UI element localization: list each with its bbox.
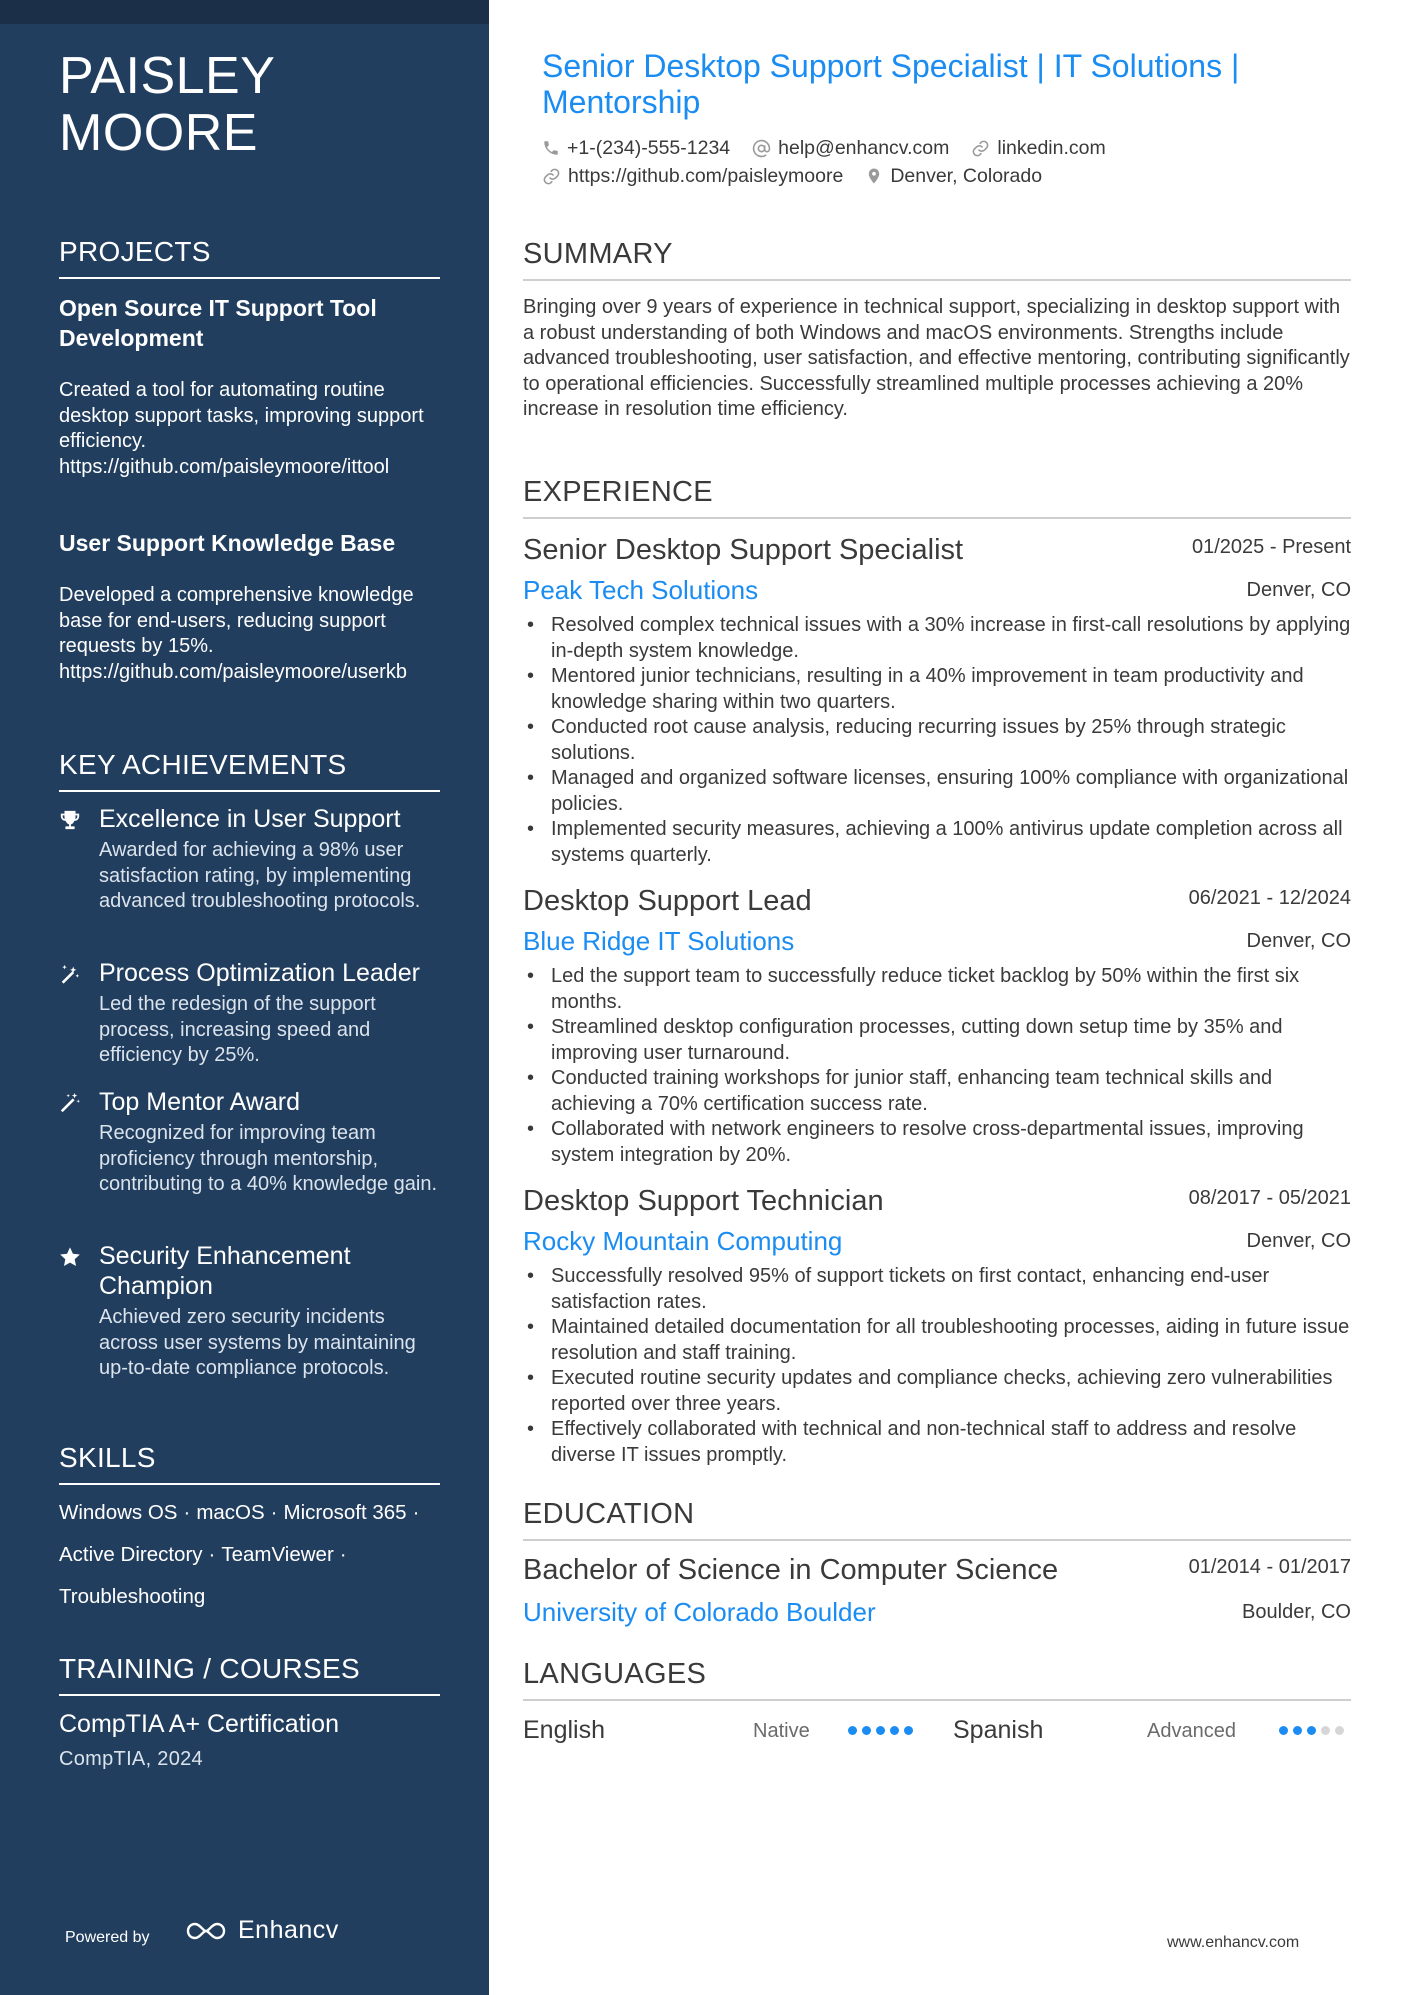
enhancv-brand-name: Enhancv — [238, 1916, 339, 1944]
language-rating — [1279, 1726, 1344, 1735]
achievement-title: Excellence in User Support — [99, 805, 401, 833]
location-text: Denver, Colorado — [890, 165, 1043, 187]
achievement-item — [59, 1241, 440, 1382]
project-link[interactable]: https://github.com/paisleymoore/userkb — [59, 660, 407, 683]
job-location: Denver, CO — [1246, 1230, 1351, 1252]
rating-dot-filled — [1279, 1726, 1288, 1735]
achievement-description: Led the redesign of the support process, increasing speed and efficiency by 25%. — [99, 993, 376, 1066]
project-summary: Developed a comprehensive knowledge base for end-users, reducing support requests by 15%. — [59, 584, 414, 657]
rating-dot-empty — [1321, 1726, 1330, 1735]
skill-tag: Active Directory — [59, 1543, 203, 1566]
powered-by-label: Powered by — [65, 1929, 150, 1946]
skill-tag: Microsoft 365 — [283, 1501, 407, 1524]
experience-heading: EXPERIENCE — [523, 475, 1351, 519]
skill-separator: · — [183, 1501, 191, 1524]
achievement-title: Top Mentor Award — [99, 1088, 301, 1116]
skill-separator: · — [270, 1501, 278, 1524]
star-icon — [59, 1246, 81, 1268]
key-achievements-heading: KEY ACHIEVEMENTS — [59, 748, 440, 792]
contact-info — [542, 134, 1322, 190]
list-item: • Executed routine security updates and compliance checks, achieving zero vulnerabilities reported over three years. — [523, 1366, 1351, 1417]
job-title: Senior Desktop Support Specialist — [523, 534, 964, 566]
sidebar-top-bar — [0, 0, 489, 24]
rating-dot-filled — [876, 1726, 885, 1735]
skill-separator: · — [412, 1501, 420, 1524]
language-name: Spanish — [953, 1716, 1044, 1744]
github-url: https://github.com/paisleymoore — [568, 165, 844, 187]
rating-dot-filled — [862, 1726, 871, 1735]
rating-dot-filled — [1307, 1726, 1316, 1735]
rating-dot-filled — [890, 1726, 899, 1735]
project-link[interactable]: https://github.com/paisleymoore/ittool — [59, 455, 390, 478]
location-pin-icon — [865, 166, 883, 186]
job-dates: 08/2017 - 05/2021 — [1188, 1187, 1351, 1209]
project-title: Open Source IT Support Tool Development — [59, 295, 377, 351]
sidebar — [0, 0, 489, 1995]
projects-heading: PROJECTS — [59, 235, 440, 279]
language-level: Native — [753, 1720, 810, 1742]
skills-list — [59, 1492, 440, 1618]
education-heading: EDUCATION — [523, 1497, 1351, 1541]
course-provider: CompTIA, 2024 — [59, 1748, 203, 1770]
contact-location — [865, 162, 1042, 190]
achievement-description: Recognized for improving team proficiency through mentorship, contributing to a 40% knowledge gain. — [99, 1122, 438, 1195]
job-bullets — [523, 613, 1351, 868]
list-item: • Conducted root cause analysis, reducing recurring issues by 25% through strategic solutions. — [523, 715, 1351, 766]
link-icon — [542, 167, 561, 186]
company-name: Blue Ridge IT Solutions — [523, 926, 795, 956]
enhancv-logo[interactable] — [184, 1916, 339, 1945]
rating-dot-empty — [1335, 1726, 1344, 1735]
school-location: Boulder, CO — [1242, 1601, 1351, 1623]
skill-tag: TeamViewer — [221, 1543, 334, 1566]
project-summary: Created a tool for automating routine desktop support tasks, improving support efficiency. — [59, 379, 424, 452]
list-item: • Collaborated with network engineers to resolve cross-departmental issues, improving system integration by 20%. — [523, 1117, 1351, 1168]
job-location: Denver, CO — [1246, 930, 1351, 952]
candidate-name — [59, 48, 275, 162]
achievement-item — [59, 1087, 440, 1198]
job-title: Desktop Support Lead — [523, 885, 812, 917]
course-title: CompTIA A+ Certification — [59, 1710, 339, 1738]
contact-email[interactable] — [752, 134, 949, 162]
job-dates: 01/2025 - Present — [1192, 536, 1351, 558]
project-description — [59, 583, 440, 685]
achievement-description: Achieved zero security incidents across user systems by maintaining up-to-date compliance protocols. — [99, 1306, 416, 1379]
list-item: • Resolved complex technical issues with a 30% increase in first-call resolutions by applying in-depth system knowledge. — [523, 613, 1351, 664]
phone-icon — [542, 139, 560, 157]
first-name: PAISLEY — [59, 47, 276, 105]
degree-title: Bachelor of Science in Computer Science — [523, 1554, 1059, 1586]
skill-tag: Windows OS — [59, 1501, 178, 1524]
achievement-description: Awarded for achieving a 98% user satisfaction rating, by implementing advanced troubleshooting protocols. — [99, 839, 421, 912]
rating-dot-filled — [1293, 1726, 1302, 1735]
rating-dot-filled — [904, 1726, 913, 1735]
job-location: Denver, CO — [1246, 579, 1351, 601]
list-item: • Maintained detailed documentation for all troubleshooting processes, aiding in future issue resolution and staff training. — [523, 1315, 1351, 1366]
skill-separator: · — [208, 1543, 216, 1566]
project-title: User Support Knowledge Base — [59, 530, 396, 556]
languages-heading: LANGUAGES — [523, 1657, 1351, 1701]
skill-tag: Troubleshooting — [59, 1585, 206, 1608]
list-item: • Conducted training workshops for junior staff, enhancing team technical skills and achieving a 70% certification success rate. — [523, 1066, 1351, 1117]
company-name: Rocky Mountain Computing — [523, 1226, 843, 1256]
training-heading: TRAINING / COURSES — [59, 1652, 440, 1696]
language-name: English — [523, 1716, 605, 1744]
list-item: • Managed and organized software licenses, ensuring 100% compliance with organizational policies. — [523, 766, 1351, 817]
wand-icon — [59, 1092, 81, 1114]
skill-separator: · — [339, 1543, 347, 1566]
enhancv-logo-icon — [184, 1919, 228, 1943]
footer-url[interactable]: www.enhancv.com — [1167, 1934, 1300, 1951]
school-name: University of Colorado Boulder — [523, 1597, 876, 1627]
job-bullets — [523, 964, 1351, 1168]
achievement-title: Security Enhancement Champion — [99, 1242, 351, 1300]
trophy-icon — [59, 809, 81, 831]
linkedin-url: linkedin.com — [997, 137, 1106, 159]
list-item: • Successfully resolved 95% of support tickets on first contact, enhancing end-user satisfaction rates. — [523, 1264, 1351, 1315]
at-icon — [752, 139, 771, 158]
contact-linkedin[interactable] — [971, 134, 1105, 162]
skill-tag: macOS — [196, 1501, 265, 1524]
project-description — [59, 378, 440, 480]
summary-heading: SUMMARY — [523, 237, 1351, 281]
last-name: MOORE — [59, 104, 258, 162]
skills-heading: SKILLS — [59, 1441, 440, 1485]
language-level: Advanced — [1147, 1720, 1236, 1742]
contact-phone[interactable] — [542, 134, 730, 162]
phone-number: +1-(234)-555-1234 — [567, 137, 731, 159]
contact-github[interactable] — [542, 162, 843, 190]
magic-wand-icon — [59, 963, 81, 985]
rating-dot-filled — [848, 1726, 857, 1735]
summary-text: Bringing over 9 years of experience in technical support, specializing in desktop support with a robust understanding of both Windows and macOS environments. Strengths include advanced troubleshooting, user satisfaction, and effective mentoring, contributing significantly to operational efficiencies. Successfully streamlined multiple processes achieving a 20% increase in resolution time efficiency. — [523, 296, 1350, 420]
list-item: • Streamlined desktop configuration processes, cutting down setup time by 35% and improving user turnaround. — [523, 1015, 1351, 1066]
email-address: help@enhancv.com — [778, 137, 950, 159]
job-bullets — [523, 1264, 1351, 1468]
education-dates: 01/2014 - 01/2017 — [1188, 1556, 1351, 1578]
list-item: • Led the support team to successfully reduce ticket backlog by 50% within the first six months. — [523, 964, 1351, 1015]
achievement-item — [59, 958, 440, 1069]
list-item: • Implemented security measures, achieving a 100% antivirus update completion across all systems quarterly. — [523, 817, 1351, 868]
list-item: • Mentored junior technicians, resulting in a 40% improvement in team productivity and knowledge sharing within two quarters. — [523, 664, 1351, 715]
list-item: • Effectively collaborated with technical and non-technical staff to address and resolve diverse IT issues promptly. — [523, 1417, 1351, 1468]
achievement-title: Process Optimization Leader — [99, 959, 420, 987]
language-rating — [848, 1726, 913, 1735]
achievement-item — [59, 804, 440, 915]
job-title: Desktop Support Technician — [523, 1185, 884, 1217]
job-dates: 06/2021 - 12/2024 — [1188, 887, 1351, 909]
headline-title: Senior Desktop Support Specialist | IT Solutions | Mentorship — [542, 48, 1240, 120]
link-icon — [971, 139, 990, 158]
company-name: Peak Tech Solutions — [523, 575, 759, 605]
